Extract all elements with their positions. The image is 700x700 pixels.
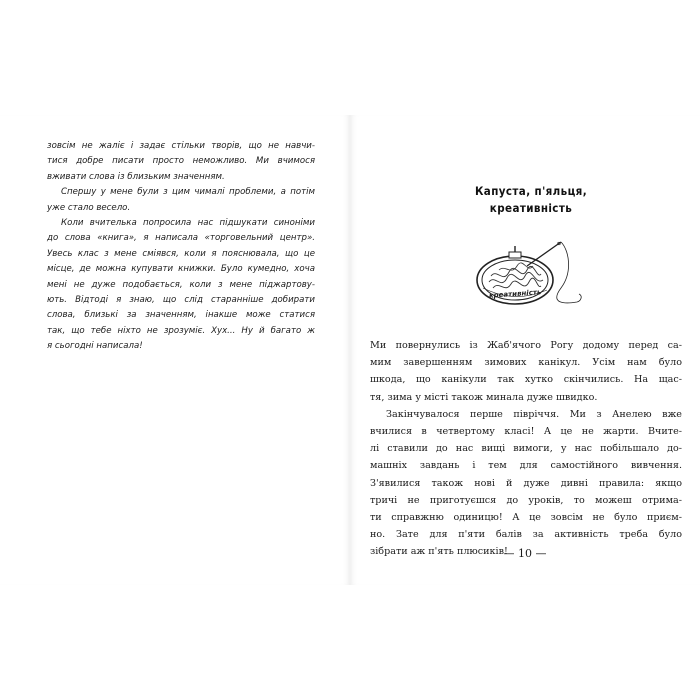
text-line: ти справжню одиницю! А це зовсім не було приєм- [370,512,682,524]
text-line: мені не дуже подобається, коли з мене піджартову- [47,279,315,290]
text-line: тися добре писати просто неможливо. Ми вчимося [47,156,315,167]
chapter-title-line: креативність [489,201,573,215]
illustration-label: креативність [488,288,542,300]
text-line: вживати слова із близьким значенням. [47,171,225,182]
left-page [0,115,350,585]
embroidery-hoop-illustration [465,232,585,312]
page-number: — 10 — [503,547,547,560]
text-line: уже стало весело. [47,202,131,213]
chapter-title-line: Капуста, п'яльця, [474,184,588,198]
text-line: я сьогодні написала! [47,341,143,352]
text-line: Спершу у мене були з цим чималі проблеми, а потім [61,187,315,198]
text-line: тя, зима у місті також минала дуже швидко. [370,391,598,403]
text-line: но. Зате для п'яти балів за активність треба було [370,529,682,541]
text-line: лі ставили до нас вищі вимоги, у нас побільшало до- [370,443,682,455]
text-line: З'явилися також нові й дуже дивні правила: якщо [370,477,682,489]
left-page-text [47,139,315,355]
text-line: місце, де можна купувати книжки. Було кумедно, хоча [47,264,315,275]
text-line: слова, близькі за значенням, інакше може статися [47,310,315,321]
text-line: зібрати аж п'ять плюсиків! [370,546,508,558]
text-line: ють. Відтоді я знаю, що слід старанніше добирати [47,295,315,306]
text-line: тричі не приготуєшся до уроків, то можеш отрима- [370,494,682,506]
text-line: Ми повернулись із Жаб'ячого Рогу додому перед са- [370,340,682,351]
text-line: вчилися в четвертому класі! А це не жарти. Вчите- [370,426,682,438]
right-page-text [370,337,682,561]
text-line: так, що тебе ніхто не зрозуміє. Хух... Ну й багато ж [47,325,315,336]
text-line: Закінчувалося перше півріччя. Ми з Анелею вже [386,408,682,420]
text-line: шкода, що канікули так хутко скінчились. На щас- [370,374,682,386]
text-line: мим завершенням зимових канікул. Усім нам було [370,357,682,369]
text-line: зовсім не жаліє і задає стільки творів, що не навчи- [47,141,315,151]
text-line: до слова «книга», я написала «торговельний центр». [47,233,315,244]
text-line: машніх завдань і тем для самостійного вивчення. [370,460,682,472]
book-spread [0,115,700,585]
text-line: Увесь клас з мене сміявся, коли я пояснювала, що це [47,248,315,259]
right-page [350,115,700,585]
text-line: Коли вчителька попросила нас підшукати синоніми [61,218,315,229]
chapter-title [441,183,621,217]
